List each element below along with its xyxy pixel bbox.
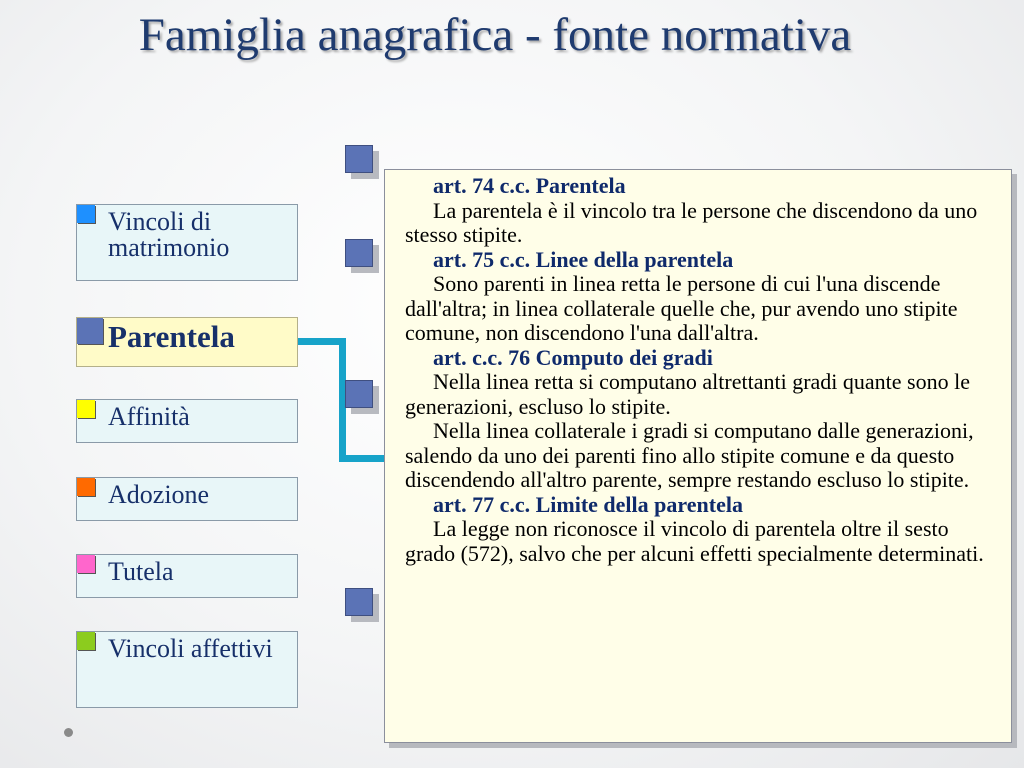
square-bullet-icon <box>77 632 95 650</box>
square-bullet-icon <box>77 205 95 223</box>
sidebar-item-adozione[interactable] <box>76 477 298 521</box>
article-heading: art. 74 c.c. Parentela <box>433 173 626 198</box>
sidebar-item-parentela[interactable] <box>76 317 298 367</box>
sidebar-item-label: Parentela <box>108 319 235 354</box>
sidebar-item-vincoli-affettivi[interactable] <box>76 631 298 708</box>
article-text: Sono parenti in linea retta le persone di cui l'una discende dall'altra; in linea collaterale quelle che, pur avendo uno stipite comune, non discendono l'una dall'altra. <box>405 271 958 345</box>
article-text: Nella linea collaterale i gradi si computano dalle generazioni, salendo da uno dei parenti fino allo stipite comune e da questo discendendo all'altro parente, sempre restando escluso lo stipite. <box>405 418 974 492</box>
article-heading: art. c.c. 76 Computo dei gradi <box>433 344 713 370</box>
square-bullet-icon <box>345 239 373 267</box>
sidebar-item-label: Tutela <box>108 557 174 586</box>
sidebar-item-label: Vincoli di matrimonio <box>108 207 230 262</box>
square-bullet-icon <box>77 555 95 573</box>
connector-line <box>339 455 385 462</box>
sidebar-item-affinita[interactable] <box>76 399 298 443</box>
content-panel <box>384 169 1012 743</box>
article-text: Nella linea retta si computano altrettanti gradi quante sono le generazioni, escluso lo stipite. <box>405 369 970 419</box>
article-heading: art. 77 c.c. Limite della parentela <box>433 491 743 517</box>
square-bullet-icon <box>345 145 373 173</box>
sidebar-item-label: Vincoli affettivi <box>108 634 273 663</box>
article-text: La parentela è il vincolo tra le persone che discendono da uno stesso stipite. <box>405 197 978 247</box>
dot-icon <box>64 728 73 737</box>
slide-title: Famiglia anagrafica - fonte normativa <box>138 9 852 61</box>
sidebar-item-tutela[interactable] <box>76 554 298 598</box>
article-text: La legge non riconosce il vincolo di parentela oltre il sesto grado (572), salvo che per alcuni effetti specialmente determinati. <box>405 516 984 566</box>
sidebar-item-label: Adozione <box>108 480 210 509</box>
square-bullet-icon <box>77 478 95 496</box>
sidebar-item-vincoli-di-matrimonio[interactable] <box>76 204 298 281</box>
article-heading: art. 75 c.c. Linee della parentela <box>433 246 734 272</box>
square-bullet-icon <box>77 400 95 418</box>
square-bullet-icon <box>345 588 373 616</box>
sidebar-item-label: Affinità <box>108 402 190 431</box>
square-bullet-icon <box>345 380 373 408</box>
square-bullet-icon <box>77 318 103 344</box>
